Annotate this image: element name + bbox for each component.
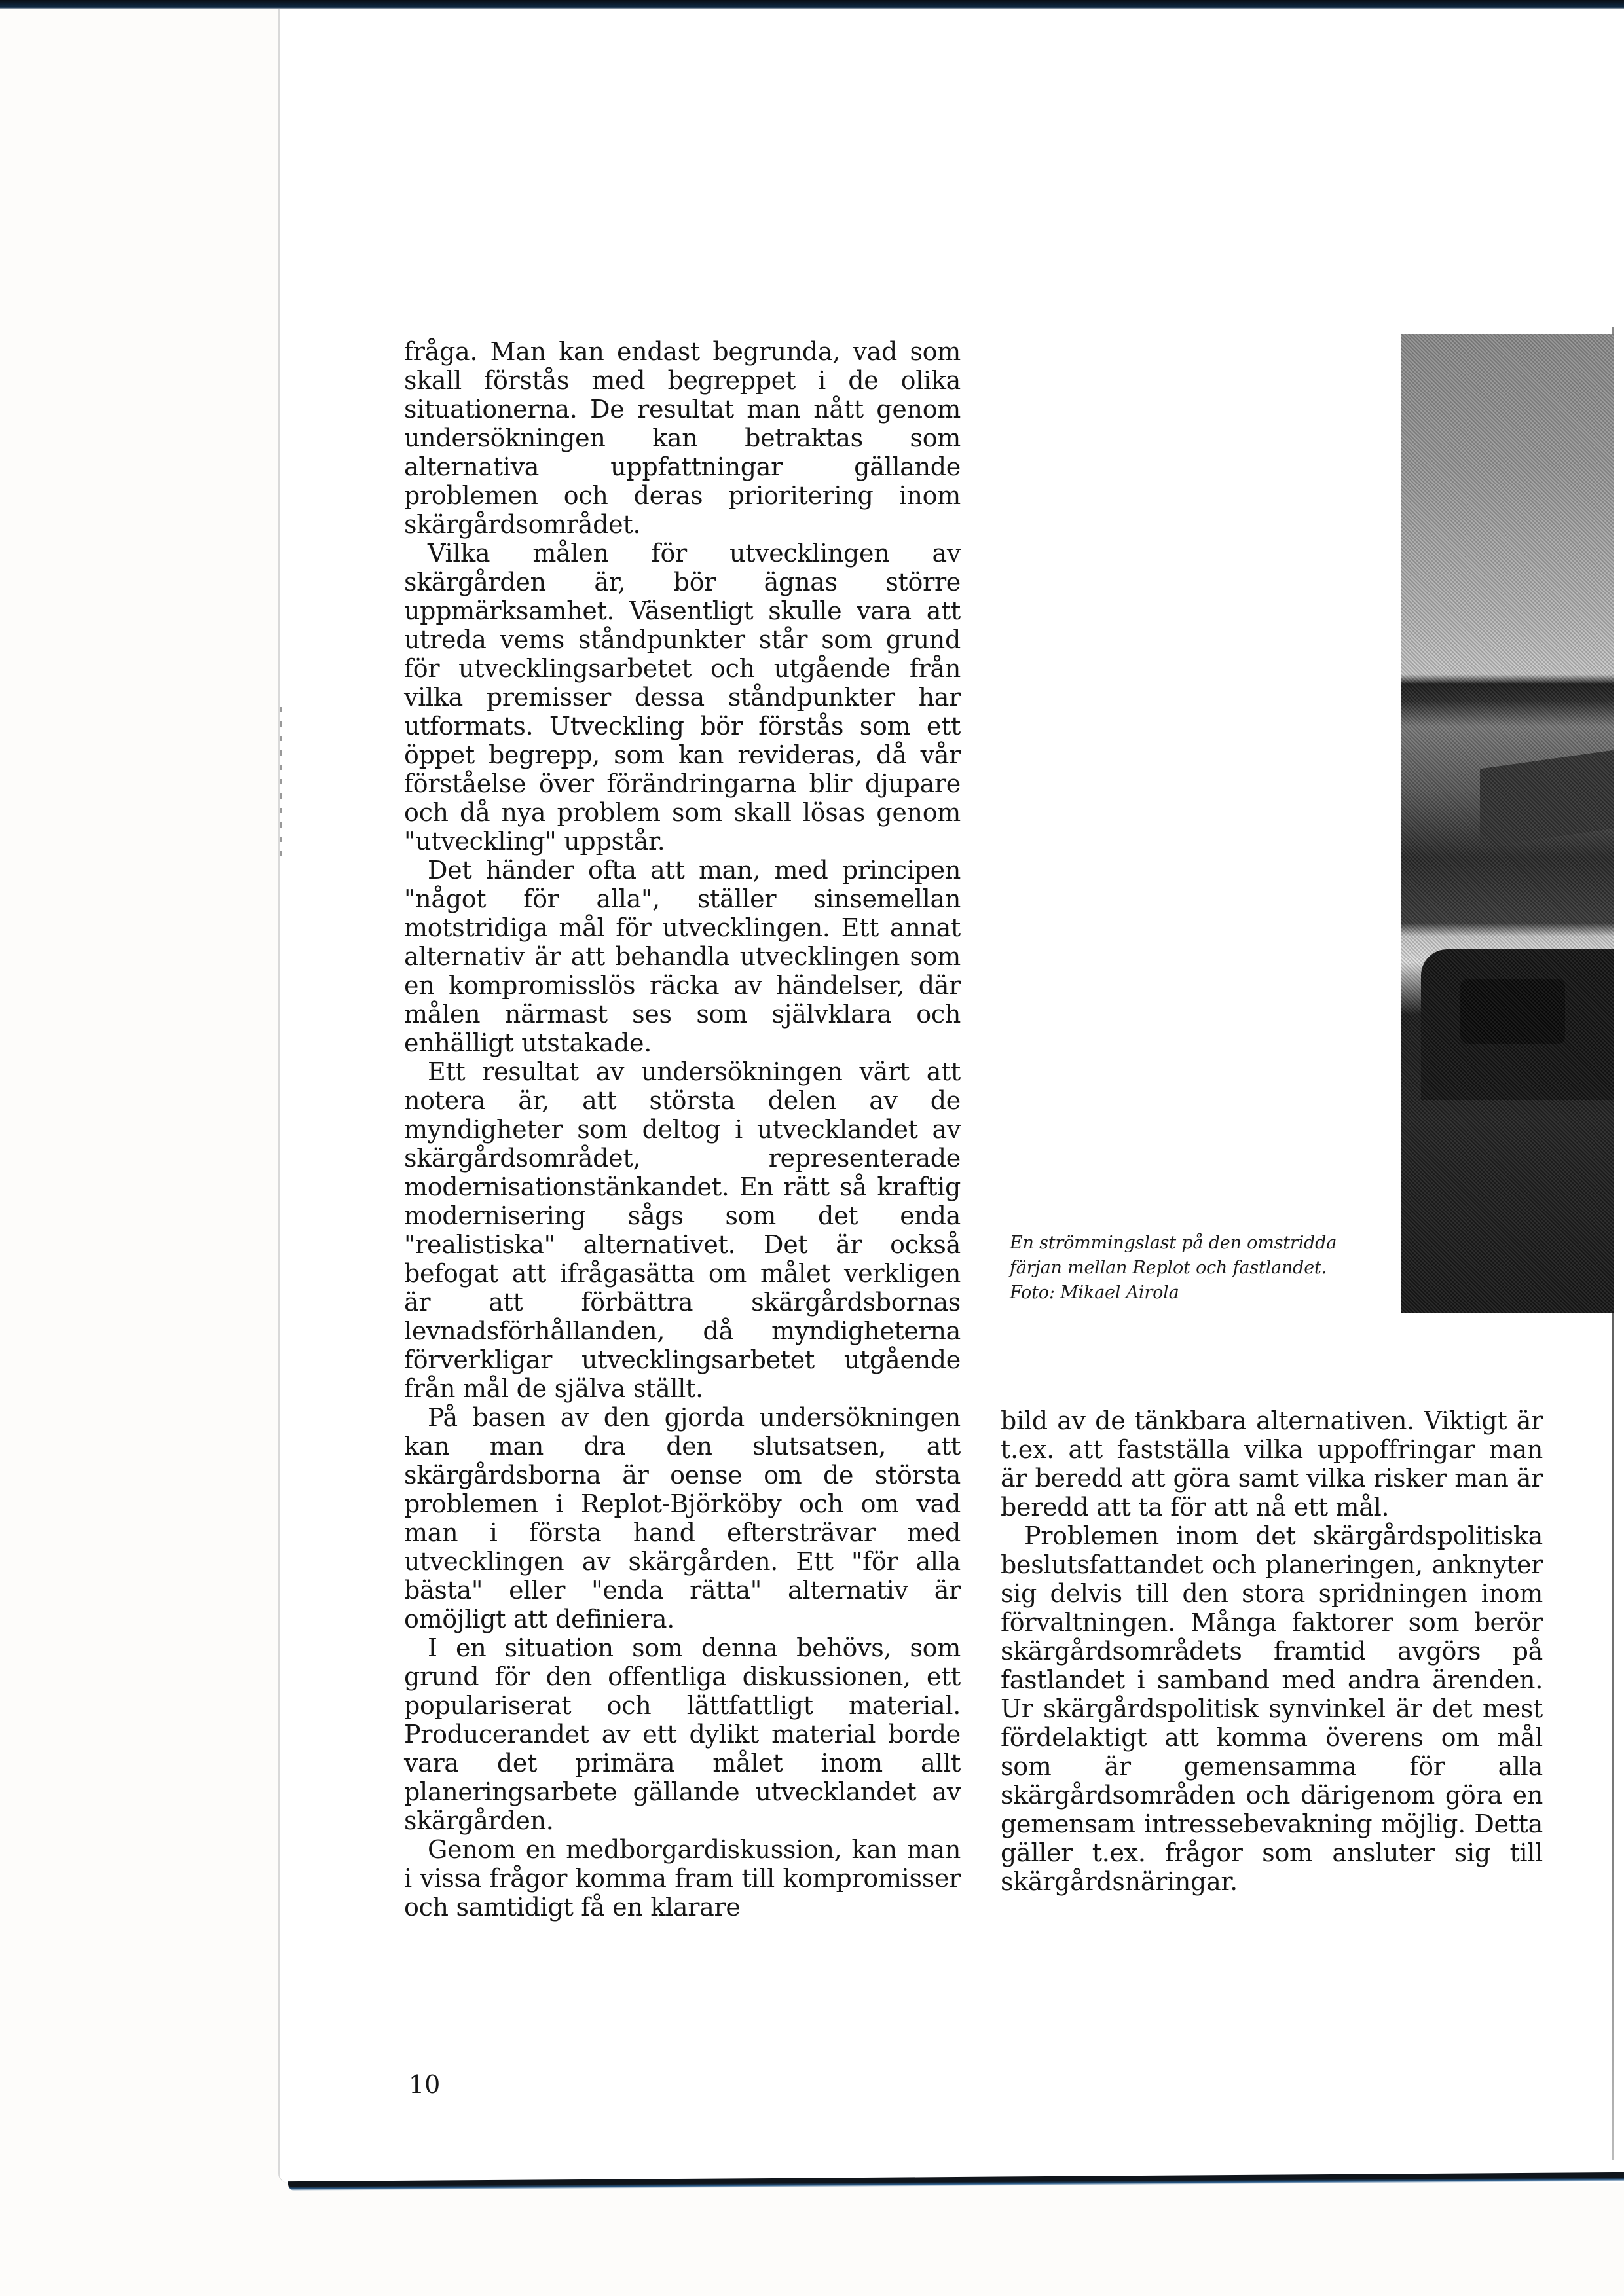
paragraph: Ett resultat av undersökningen värt att notera är, att största delen av de myndigheter som deltog i utvecklandet av skärgårdsområdet, representerade modernisationstänkandet. En rätt så kraftig modernisering sågs som det enda "realistiska" alternativet. Det är också befogat att ifrågasätta om målet verkligen är att förbättra skärgårdsbornas levnadsförhållanden, då myndigheterna förverkligar utvecklingsarbetet utgående från mål de själva ställt. bbox=[404, 1057, 961, 1403]
scan-edge-top bbox=[0, 0, 1624, 9]
photo-caption bbox=[1010, 1231, 1403, 1305]
paragraph: Genom en medborgardiskussion, kan man i vissa frågor komma fram till kompromisser och samtidigt få en klarare bbox=[404, 1835, 961, 1922]
paragraph: Vilka målen för utvecklingen av skärgården är, bör ägnas större uppmärksamhet. Väsentligt skulle vara att utreda vems ståndpunkter står som grund för utvecklingsarbetet och utgående från vilka premisser dessa ståndpunkter har utformats. Utveckling bör förstås som ett öppet begrepp, som kan revideras, då vår förståelse över förändringarna blir djupare och då nya problem som skall lösas genom "utveckling" uppstår. bbox=[404, 539, 961, 856]
caption-line: färjan mellan Replot och fastlandet. bbox=[1010, 1258, 1327, 1278]
photo-ferry bbox=[1401, 334, 1614, 1313]
page-number: 10 bbox=[409, 2070, 441, 2099]
paragraph: I en situation som denna behövs, som grund för den offentliga diskussionen, ett populariserat och lättfattligt material. Producerandet av ett dylikt material borde vara det primära målet inom allt planeringsarbete gällande utvecklandet av skärgården. bbox=[404, 1633, 961, 1835]
paragraph: Problemen inom det skärgårdspolitiska beslutsfattandet och planeringen, anknyter sig delvis till den stora spridningen inom förvaltningen. Många faktorer som berör skärgårdsområdets framtid avgörs på fastlandet i samband med andra ärenden. Ur skärgårdspolitisk synvinkel är det mest fördelaktigt att komma överens om mål som är gemensamma för alla skärgårdsområden och därigenom göra en gemensam intressebevakning möjlig. Detta gäller t.ex. frågor som ansluter sig till skärgårdsnäringar. bbox=[1001, 1522, 1543, 1896]
photo-window-detail bbox=[1460, 979, 1565, 1044]
scan-artifact bbox=[280, 707, 282, 864]
caption-credit: Foto: Mikael Airola bbox=[1010, 1283, 1179, 1303]
paragraph: Det händer ofta att man, med principen "något för alla", ställer sinsemellan motstridiga mål för utvecklingen. Ett annat alternativ är att behandla utvecklingen som en kompromisslös räcka av händelser, där målen närmast ses som självklara och enhälligt utstakade. bbox=[404, 856, 961, 1057]
paragraph: bild av de tänkbara alternativen. Viktigt är t.ex. att fastställa vilka uppoffringar man är beredd att göra samt vilka risker man är beredd att ta för att nå ett mål. bbox=[1001, 1406, 1543, 1522]
left-text-column bbox=[404, 337, 961, 1922]
caption-line: En strömmingslast på den omstridda bbox=[1010, 1233, 1337, 1253]
paragraph: fråga. Man kan endast begrunda, vad som skall förstås med begreppet i de olika situationerna. De resultat man nått genom undersökningen kan betraktas som alternativa uppfattningar gällande problemen och deras prioritering inom skärgårdsområdet. bbox=[404, 337, 961, 539]
right-text-column bbox=[1001, 1406, 1543, 1896]
paragraph: På basen av den gjorda undersökningen kan man dra den slutsatsen, att skärgårdsborna är oense om de största problemen i Replot-Björköby och om vad man i första hand eftersträvar med utvecklingen av skärgården. Ett "för alla bästa" eller "enda rätta" alternativ är omöjligt att definiera. bbox=[404, 1403, 961, 1633]
photo-sign-detail bbox=[1480, 750, 1614, 848]
photo-van-detail bbox=[1421, 949, 1614, 1100]
